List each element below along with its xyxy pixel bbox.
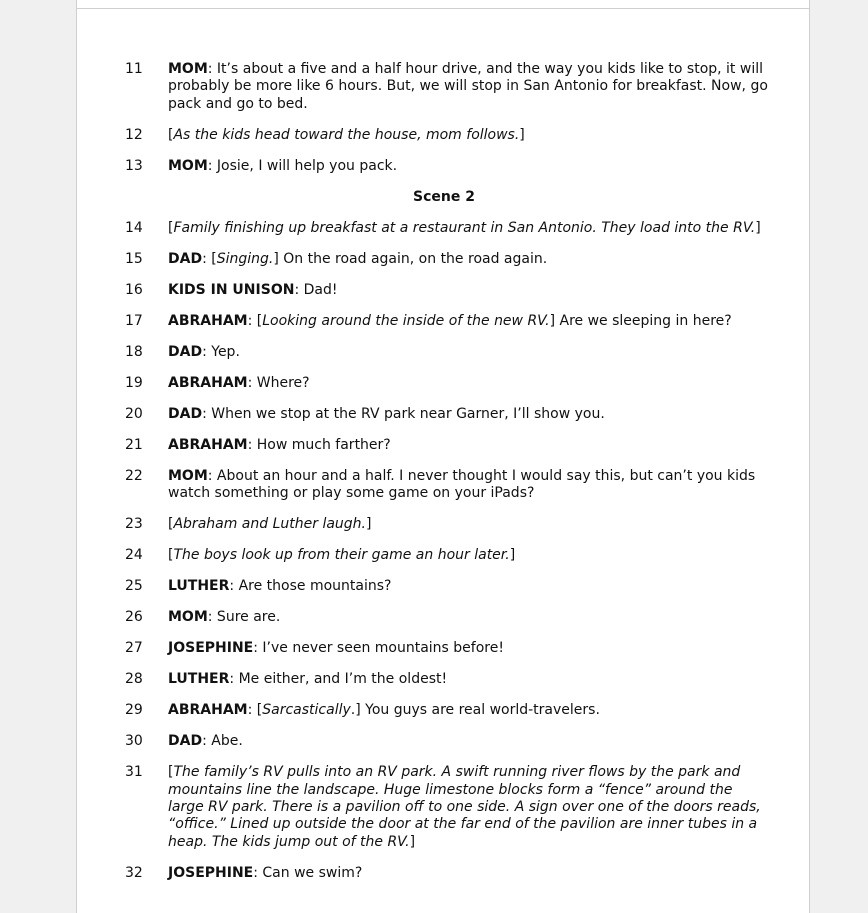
dialogue-text: : When we stop at the RV park near Garner, I’ll show you. bbox=[202, 405, 605, 422]
script-lines bbox=[77, 61, 809, 896]
dialogue-text: : [ bbox=[202, 250, 217, 267]
line-text bbox=[168, 516, 768, 533]
speaker-name: JOSEPHINE bbox=[168, 864, 254, 881]
speaker-name: DAD bbox=[168, 343, 203, 360]
line-number: 14 bbox=[125, 219, 143, 236]
dialogue-text: : It’s about a five and a half hour drive, and the way you kids like to stop, it will probably be more like 6 hours. But, we will stop in San Antonio for breakfast. Now, go pack and go to bed. bbox=[168, 61, 768, 112]
stage-direction: Looking around the inside of the new RV. bbox=[262, 312, 550, 329]
line-number: 22 bbox=[125, 467, 143, 484]
speaker-name: DAD bbox=[168, 250, 203, 267]
line-text bbox=[168, 609, 768, 626]
line-text bbox=[168, 671, 768, 688]
dialogue-text: : I’ve never seen mountains before! bbox=[253, 640, 504, 657]
line-number: 11 bbox=[125, 61, 143, 77]
dialogue-text: ] Are we sleeping in here? bbox=[549, 312, 732, 329]
script-line bbox=[77, 375, 809, 392]
dialogue-text: [ bbox=[168, 219, 174, 236]
speaker-name: LUTHER bbox=[168, 671, 230, 688]
line-number: 27 bbox=[125, 640, 143, 657]
line-number: 21 bbox=[125, 436, 143, 453]
script-line bbox=[77, 158, 809, 175]
line-text bbox=[168, 406, 768, 423]
line-number: 29 bbox=[125, 702, 143, 719]
script-line bbox=[77, 251, 809, 268]
line-text bbox=[168, 437, 768, 454]
speaker-name: KIDS IN UNISON bbox=[168, 281, 295, 298]
script-line bbox=[77, 468, 809, 503]
dialogue-text: : Yep. bbox=[202, 343, 240, 360]
script-line bbox=[77, 671, 809, 688]
script-line bbox=[77, 437, 809, 454]
speaker-name: LUTHER bbox=[168, 578, 230, 595]
dialogue-text: : Me either, and I’m the oldest! bbox=[229, 671, 448, 688]
script-line bbox=[77, 516, 809, 533]
scene-heading: Scene 2 bbox=[413, 188, 475, 205]
line-text bbox=[168, 578, 768, 595]
dialogue-text: : [ bbox=[247, 312, 263, 329]
line-number: 18 bbox=[125, 343, 143, 360]
dialogue-text: [ bbox=[168, 516, 174, 533]
dialogue-text: [ bbox=[168, 547, 174, 564]
line-number: 15 bbox=[125, 250, 143, 267]
speaker-name: ABRAHAM bbox=[168, 312, 248, 329]
dialogue-text: ] bbox=[509, 547, 516, 564]
line-text bbox=[168, 375, 768, 392]
line-number: 25 bbox=[125, 578, 143, 595]
speaker-name: MOM bbox=[168, 157, 208, 174]
line-text bbox=[168, 127, 768, 144]
speaker-name: MOM bbox=[168, 61, 208, 77]
dialogue-text: ] On the road again, on the road again. bbox=[273, 250, 548, 267]
speaker-name: ABRAHAM bbox=[168, 374, 248, 391]
line-text bbox=[168, 468, 768, 503]
stage-direction: The boys look up from their game an hour later. bbox=[173, 547, 510, 564]
dialogue-text: [ bbox=[168, 126, 174, 143]
line-text bbox=[168, 282, 768, 299]
dialogue-text: : Dad! bbox=[294, 281, 338, 298]
line-text bbox=[168, 61, 768, 113]
dialogue-text: : Can we swim? bbox=[253, 864, 363, 881]
line-number: 31 bbox=[125, 764, 143, 781]
line-number: 17 bbox=[125, 312, 143, 329]
line-text bbox=[168, 220, 768, 237]
dialogue-text: : About an hour and a half. I never thought I would say this, but can’t you kids watch something or play some game on your iPads? bbox=[168, 467, 756, 502]
script-line bbox=[77, 865, 809, 882]
dialogue-text: ] bbox=[366, 516, 372, 533]
line-text bbox=[168, 251, 768, 268]
page-top-edge bbox=[77, 8, 809, 9]
line-text bbox=[168, 313, 768, 330]
script-line bbox=[77, 764, 809, 851]
stage-direction: Abraham and Luther laugh. bbox=[173, 516, 367, 533]
script-line bbox=[77, 220, 809, 237]
script-line bbox=[77, 313, 809, 330]
line-number: 19 bbox=[125, 374, 143, 391]
dialogue-text: [ bbox=[168, 764, 174, 781]
line-number: 13 bbox=[125, 157, 143, 174]
line-number: 16 bbox=[125, 281, 143, 298]
line-number: 24 bbox=[125, 547, 143, 564]
speaker-name: DAD bbox=[168, 733, 203, 750]
dialogue-text: : Abe. bbox=[202, 733, 243, 750]
speaker-name: MOM bbox=[168, 467, 208, 484]
speaker-name: MOM bbox=[168, 609, 208, 626]
script-line bbox=[77, 282, 809, 299]
script-line bbox=[77, 733, 809, 750]
script-line bbox=[77, 640, 809, 657]
line-text bbox=[168, 865, 768, 882]
dialogue-text: ] bbox=[755, 219, 761, 236]
line-number: 32 bbox=[125, 864, 143, 881]
script-line bbox=[77, 609, 809, 626]
line-text bbox=[168, 640, 768, 657]
dialogue-text: : How much farther? bbox=[247, 436, 391, 453]
document-page bbox=[76, 0, 810, 913]
script-line bbox=[77, 578, 809, 595]
script-line bbox=[77, 344, 809, 361]
dialogue-text: : Sure are. bbox=[207, 609, 281, 626]
speaker-name: DAD bbox=[168, 405, 203, 422]
dialogue-text: ] bbox=[409, 833, 416, 850]
script-line bbox=[77, 61, 809, 113]
speaker-name: JOSEPHINE bbox=[168, 640, 254, 657]
line-number: 26 bbox=[125, 609, 143, 626]
line-text bbox=[168, 702, 768, 719]
dialogue-text: : Are those mountains? bbox=[229, 578, 392, 595]
line-number: 23 bbox=[125, 516, 143, 533]
script-line bbox=[77, 547, 809, 564]
line-text bbox=[168, 733, 768, 750]
dialogue-text: : Josie, I will help you pack. bbox=[207, 157, 398, 174]
speaker-name: ABRAHAM bbox=[168, 436, 248, 453]
stage-direction: The family’s RV pulls into an RV park. A swift running river flows by the park and mountains line the landscape. Huge limestone blocks form a “fence” around the large RV park. There is a pavilion off to one side. A sign over one of the doors reads, “office.” Lined up outside the door at the far end of the pavilion are inner tubes in a heap. The kids jump out of the RV. bbox=[168, 764, 761, 850]
script-line bbox=[77, 702, 809, 719]
dialogue-text: .] You guys are real world-travelers. bbox=[350, 702, 600, 719]
dialogue-text: : Where? bbox=[247, 374, 310, 391]
line-text bbox=[168, 764, 768, 851]
line-text bbox=[168, 547, 768, 564]
dialogue-text: : [ bbox=[247, 702, 263, 719]
script-line bbox=[77, 406, 809, 423]
stage-direction: Singing. bbox=[216, 250, 274, 267]
line-text bbox=[168, 158, 768, 175]
line-number: 20 bbox=[125, 405, 143, 422]
stage-direction: Sarcastically bbox=[262, 702, 351, 719]
dialogue-text: ] bbox=[519, 126, 525, 143]
speaker-name: ABRAHAM bbox=[168, 702, 248, 719]
stage-direction: Family finishing up breakfast at a restaurant in San Antonio. They load into the RV. bbox=[173, 219, 756, 236]
stage-direction: As the kids head toward the house, mom follows. bbox=[173, 126, 520, 143]
script-line bbox=[77, 127, 809, 144]
line-text bbox=[168, 344, 768, 361]
line-number: 12 bbox=[125, 126, 143, 143]
line-number: 28 bbox=[125, 671, 143, 688]
line-number: 30 bbox=[125, 733, 143, 750]
